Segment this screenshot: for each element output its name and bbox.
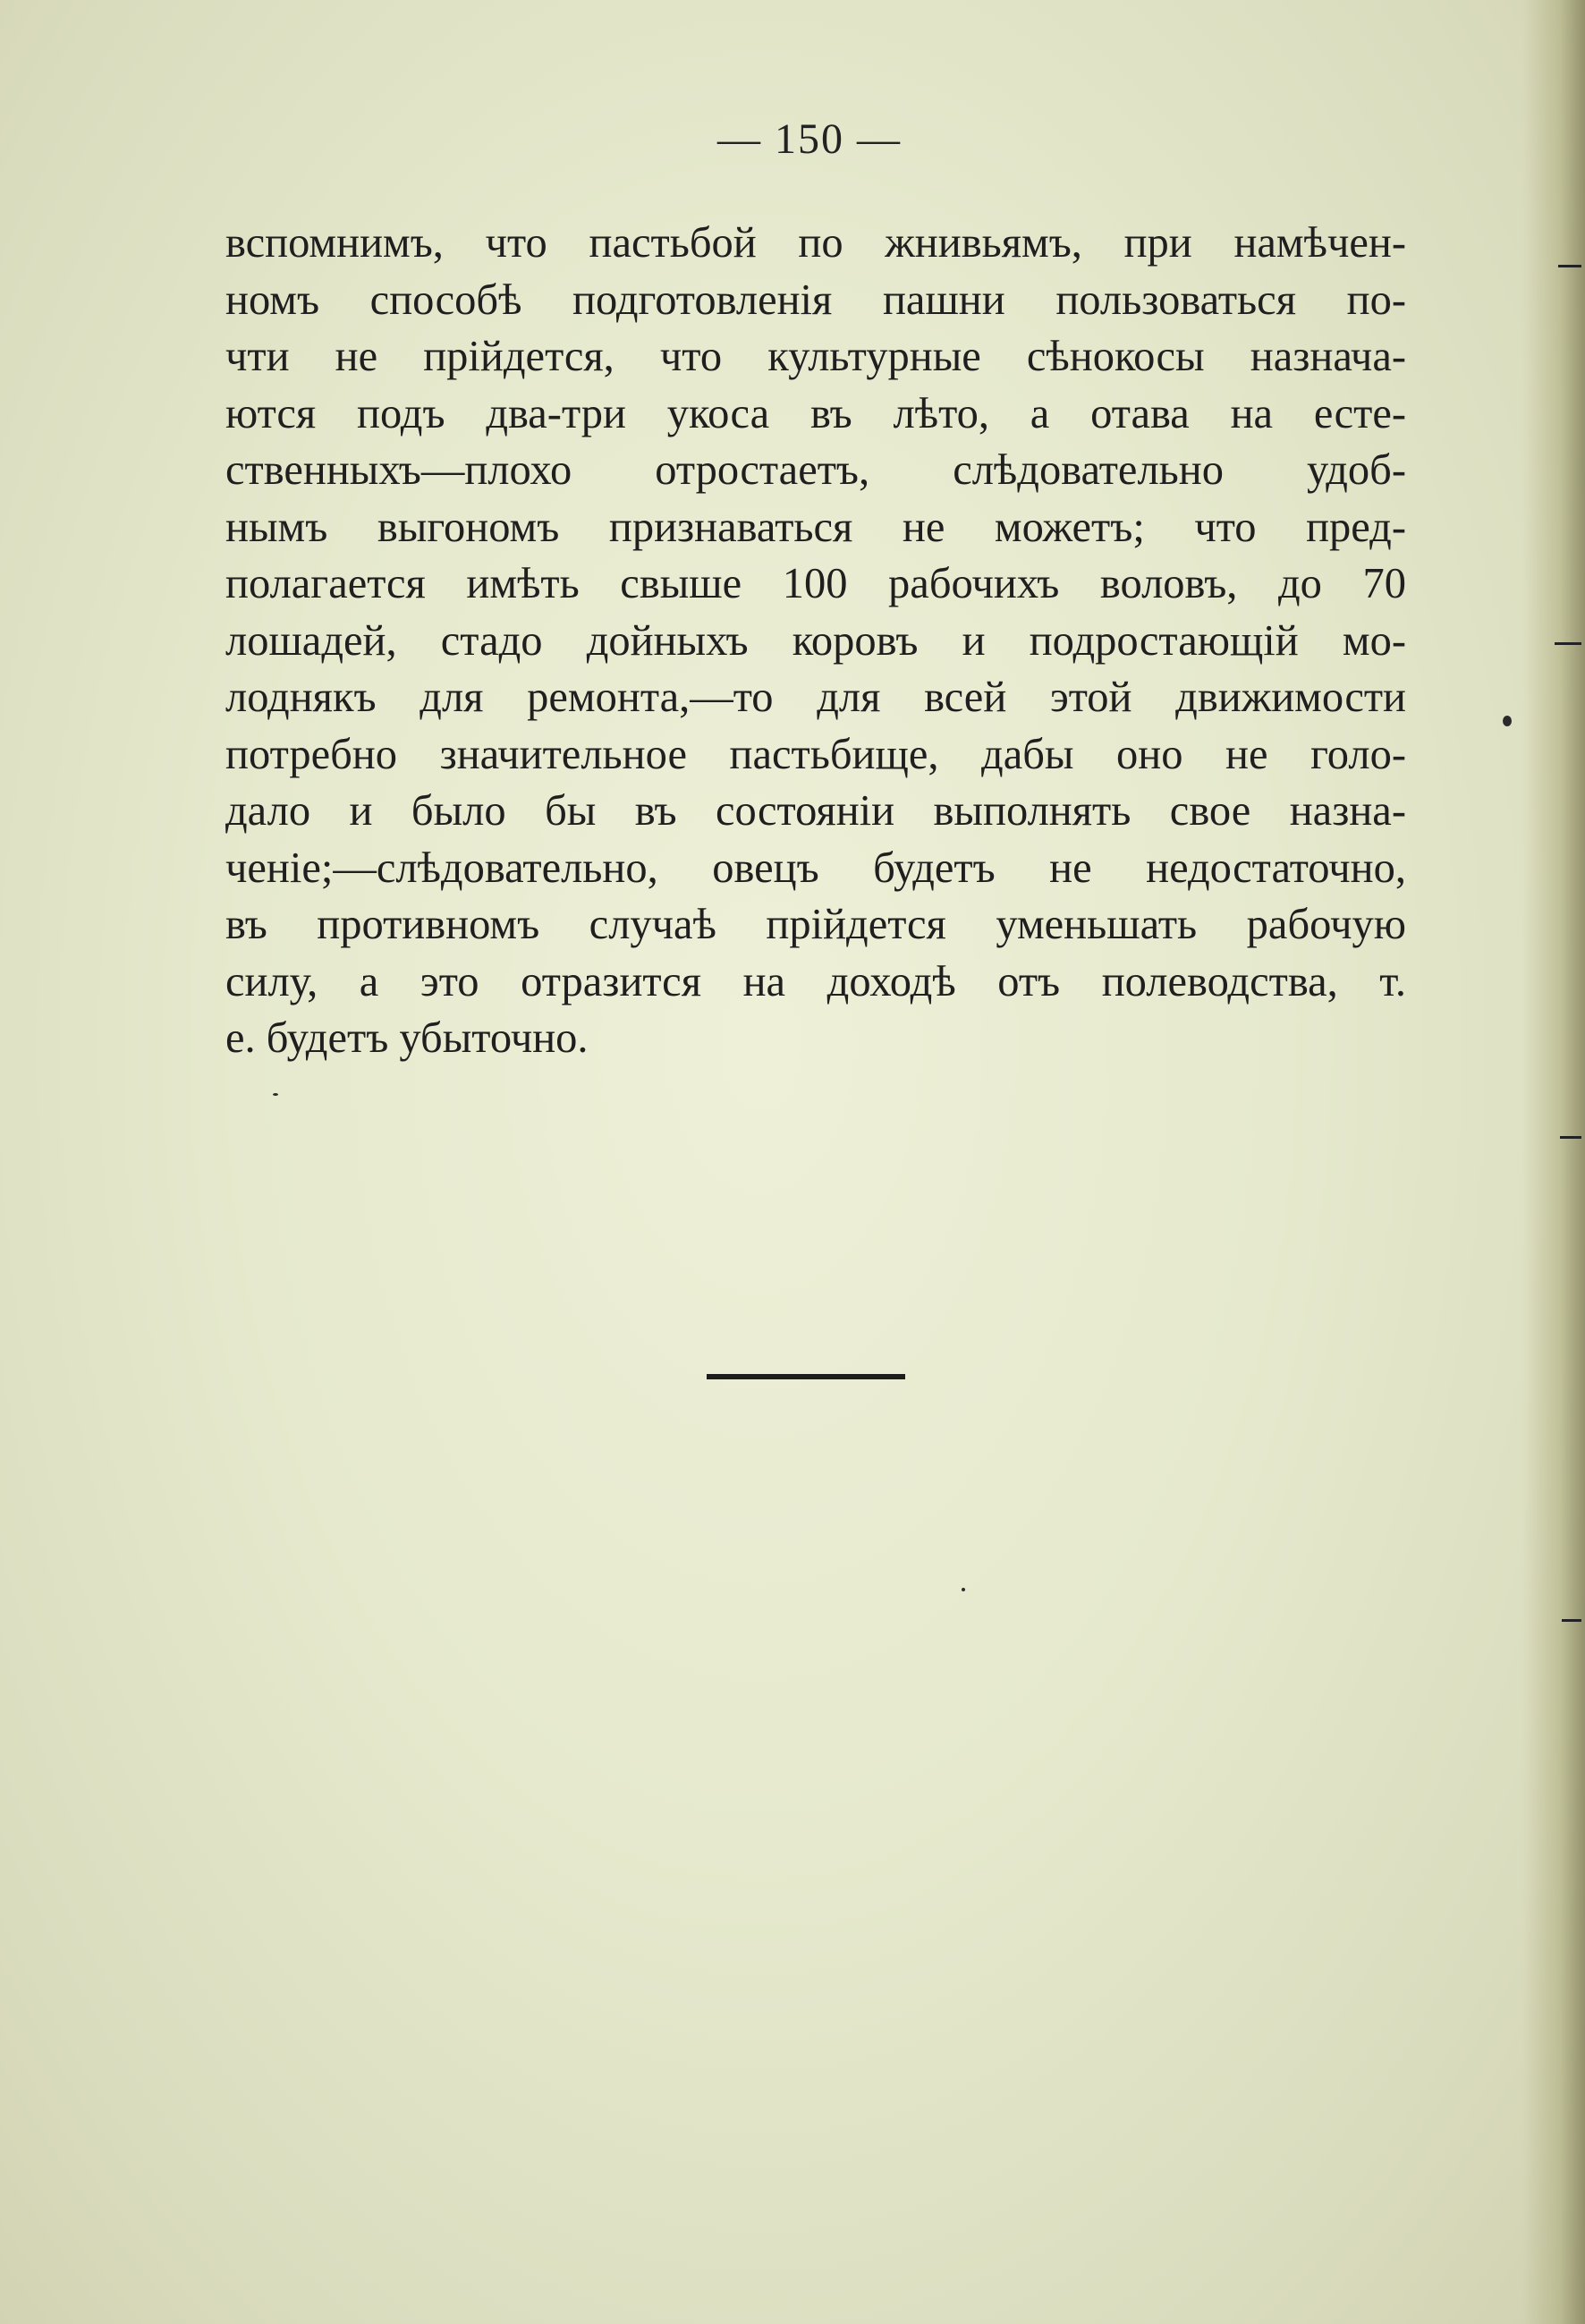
text-line: ственныхъ—плохо отростаетъ, слѣдовательно удоб- bbox=[225, 446, 1406, 494]
text-line: лоднякъ для ремонта,—то для всей этой движимости bbox=[225, 674, 1406, 721]
body-text bbox=[225, 215, 1406, 1067]
page-edge-shadow bbox=[1522, 0, 1585, 2324]
page-number: — 150 — bbox=[717, 115, 902, 163]
text-line: ются подъ два-три укоса въ лѣто, а отава на есте- bbox=[225, 389, 1406, 437]
text-line: лошадей, стадо дойныхъ коровъ и подростающій мо- bbox=[225, 616, 1406, 665]
text-line: вспомнимъ, что пастьбой по жнивьямъ, при намѣчен- bbox=[225, 219, 1406, 267]
edge-mark bbox=[1558, 265, 1581, 267]
edge-mark bbox=[1555, 642, 1581, 645]
scan-speck bbox=[1503, 716, 1512, 726]
text-line: нымъ выгономъ признаваться не можетъ; что пред- bbox=[225, 503, 1406, 551]
text-line: силу, а это отразится на доходѣ отъ полеводства, т. bbox=[225, 957, 1406, 1005]
text-line: потребно значительное пастьбище, дабы оно не голо- bbox=[225, 730, 1406, 778]
edge-mark bbox=[1562, 1619, 1581, 1622]
scan-speck bbox=[273, 1093, 278, 1096]
edge-mark bbox=[1560, 1136, 1581, 1139]
section-end-rule bbox=[707, 1374, 905, 1379]
text-line: номъ способѣ подготовленія пашни пользоваться по- bbox=[225, 276, 1406, 324]
text-line: е. будетъ убыточно. bbox=[225, 1014, 589, 1062]
text-line: чти не прійдется, что культурные сѣнокосы назнача- bbox=[225, 333, 1406, 380]
scan-speck bbox=[962, 1588, 965, 1591]
text-line: полагается имѣть свыше 100 рабочихъ воловъ, до 70 bbox=[225, 560, 1406, 607]
text-line: ченіе;—слѣдовательно, овецъ будетъ не недостаточно, bbox=[225, 844, 1406, 892]
text-line: въ противномъ случаѣ прійдется уменьшать рабочую bbox=[225, 901, 1406, 948]
text-line: дало и было бы въ состояніи выполнять свое назна- bbox=[225, 787, 1406, 835]
